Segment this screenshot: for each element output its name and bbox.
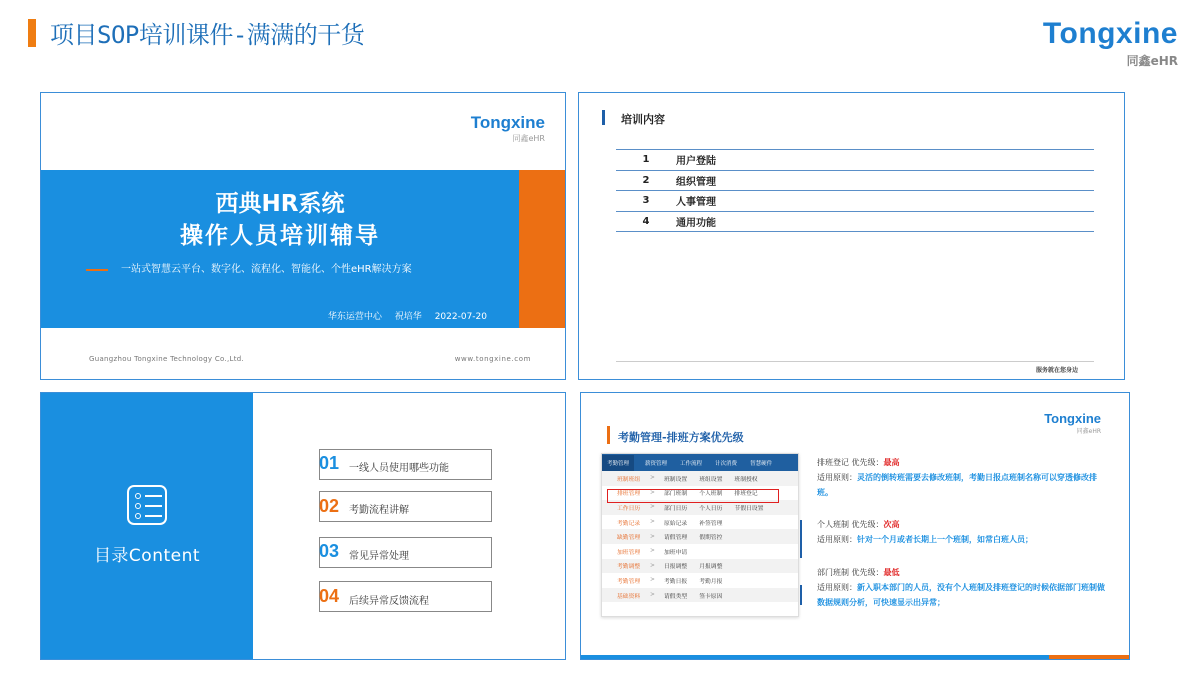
chevron-right-icon: > (650, 504, 655, 511)
schedule-accent-bar (607, 426, 610, 444)
cover-title-line2: 操作人员培训辅导 (180, 223, 380, 249)
menu-tab: 考勤管理 (602, 455, 634, 471)
row-label: 组织管理 (676, 170, 1094, 191)
priority-level: 最高 (883, 458, 900, 467)
cover-subtitle-dash (86, 269, 108, 271)
priority-block-2 (817, 517, 1107, 547)
agenda-item-label: 常见异常处理 (349, 551, 409, 562)
contents-title: 培训内容 (621, 113, 665, 126)
cover-footer-url: www.tongxine.com (454, 355, 531, 363)
slide-logo-sub: 同鑫eHR (512, 134, 545, 143)
menu-row-key: 工作日历 (617, 505, 641, 512)
chevron-right-icon: > (650, 548, 655, 555)
menu-row (602, 559, 798, 574)
menu-cell: 节假日设置 (734, 505, 764, 512)
row-number: 3 (616, 191, 676, 212)
agenda-label: 目录Content (93, 546, 201, 566)
contents-footer: 服务就在您身边 (1035, 367, 1078, 374)
agenda-item-label: 一线人员使用哪些功能 (349, 463, 449, 474)
menu-cell: 考勤月报 (699, 578, 723, 585)
menu-cell: 考勤日报 (664, 578, 688, 585)
menu-row-key: 班制班组 (617, 476, 641, 483)
highlight-box (607, 489, 779, 503)
menu-cell: 请假管理 (664, 535, 688, 542)
cover-dept: 华东运营中心 (327, 312, 382, 322)
menu-cell: 排班登记 (734, 491, 758, 498)
slide-cover[interactable] (40, 92, 566, 380)
rule-text: 灵活的倒转班需要去修改班制，考勤日报点班制名称可以穿透修改排班。 (817, 473, 1097, 497)
agenda-item-number: 03 (319, 541, 340, 561)
menu-cell: 个人日历 (699, 505, 723, 512)
menu-cell: 请假类型 (664, 593, 688, 600)
cover-orange-block (519, 170, 566, 328)
menu-cell: 部门班制 (664, 491, 688, 498)
brand-name: Tongxine (1042, 17, 1178, 50)
menu-row-key: 加班管理 (617, 549, 641, 556)
menu-side-bar (800, 585, 802, 605)
menu-row (602, 588, 798, 603)
menu-side-bar (800, 520, 802, 558)
menu-row (602, 471, 798, 486)
cover-date: 2022-07-20 (434, 312, 487, 322)
cover-footer-company: Guangzhou Tongxine Technology Co.,Ltd. (89, 355, 245, 363)
menu-cell: 原始记录 (664, 520, 688, 527)
priority-heading: 个人班制 优先级： (817, 520, 884, 529)
menu-row (602, 529, 798, 544)
chevron-right-icon: > (650, 592, 655, 599)
menu-row-key: 缺勤管理 (617, 535, 641, 542)
menu-row (602, 573, 798, 588)
row-number: 1 (616, 150, 676, 171)
menu-tab-bar (602, 454, 798, 471)
priority-level: 次高 (883, 520, 900, 529)
list-icon (127, 485, 167, 525)
menu-cell: 日报调整 (664, 564, 688, 571)
cover-subtitle: 一站式智慧云平台、数字化、流程化、智能化、个性eHR解决方案 (121, 264, 412, 275)
menu-row (602, 544, 798, 559)
priority-level: 最低 (883, 568, 900, 577)
agenda-item-label: 后续异常反馈流程 (349, 596, 429, 607)
row-number: 2 (616, 170, 676, 191)
menu-tab: 计次消费 (715, 460, 738, 467)
menu-cell: 班制设置 (664, 476, 688, 483)
agenda-item-number: 04 (319, 586, 340, 606)
title-accent-bar (28, 19, 36, 47)
footer-orange-strip (1049, 655, 1130, 660)
chevron-right-icon: > (650, 489, 655, 496)
menu-row-key: 基础资料 (617, 593, 641, 600)
rule-label: 适用原则： (817, 473, 857, 482)
menu-tab: 薪资管理 (645, 460, 668, 467)
footer-blue-strip (581, 655, 1130, 660)
attendance-menu-screenshot (601, 453, 799, 617)
agenda-item-number: 02 (319, 496, 340, 516)
menu-row-key: 排班管理 (617, 491, 641, 498)
agenda-item-label: 考勤流程讲解 (349, 505, 409, 516)
row-label: 通用功能 (676, 211, 1094, 232)
table-row (616, 191, 1094, 212)
page-title: 项目SOP培训课件-满满的干货 (50, 21, 365, 49)
cover-title-line1: 西典HR系统 (215, 191, 345, 217)
slide-logo-sub: 同鑫eHR (1076, 428, 1101, 435)
rule-label: 适用原则： (817, 535, 857, 544)
slide-agenda[interactable] (40, 392, 566, 660)
contents-footer-divider (616, 361, 1094, 362)
contents-accent-bar (602, 110, 605, 125)
priority-block-1 (817, 455, 1107, 500)
priority-heading: 排班登记 优先级： (817, 458, 884, 467)
menu-cell: 班组设置 (699, 476, 723, 483)
slide-training-contents[interactable] (578, 92, 1125, 380)
chevron-right-icon: > (650, 475, 655, 482)
rule-text: 针对一个月或者长期上一个班制，如常白班人员； (857, 535, 1033, 544)
chevron-right-icon: > (650, 533, 655, 540)
table-row (616, 170, 1094, 191)
menu-cell: 个人班制 (699, 491, 723, 498)
slide-logo-name: Tongxine (1044, 411, 1101, 426)
menu-tab: 智慧硬件 (750, 460, 773, 467)
table-row (616, 211, 1094, 232)
menu-cell: 加班申请 (664, 549, 688, 556)
menu-cell: 月报调整 (699, 564, 723, 571)
menu-row (602, 515, 798, 530)
cover-presenter: 祝培华 (394, 312, 422, 322)
slide-logo (471, 113, 545, 144)
menu-cell: 补签管理 (699, 520, 723, 527)
schedule-title: 考勤管理-排班方案优先级 (618, 431, 744, 444)
contents-table (616, 149, 1094, 232)
rule-text: 新入职本部门的人员，没有个人班制及排班登记的时候依据部门班制做数据规则分析，可快速显示出异常； (817, 583, 1105, 607)
menu-row-key: 考勤记录 (617, 520, 641, 527)
agenda-blue-panel (41, 393, 253, 660)
menu-row-key: 考勤调整 (617, 564, 641, 571)
chevron-right-icon: > (650, 519, 655, 526)
cover-meta (318, 309, 487, 322)
row-label: 人事管理 (676, 191, 1094, 212)
menu-cell: 部门日历 (664, 505, 688, 512)
priority-heading: 部门班制 优先级： (817, 568, 884, 577)
chevron-right-icon: > (650, 562, 655, 569)
menu-cell: 班制授权 (734, 476, 758, 483)
brand-logo (1043, 18, 1178, 69)
menu-cell: 假期管控 (699, 535, 723, 542)
chevron-right-icon: > (650, 577, 655, 584)
slide-schedule-priority[interactable] (580, 392, 1130, 660)
menu-tab: 工作流程 (680, 460, 703, 467)
row-number: 4 (616, 211, 676, 232)
table-row (616, 150, 1094, 171)
agenda-item-number: 01 (319, 453, 340, 473)
priority-block-3 (817, 565, 1107, 610)
rule-label: 适用原则： (817, 583, 857, 592)
brand-sub: 同鑫eHR (1126, 54, 1178, 68)
menu-row-key: 考勤管理 (617, 578, 641, 585)
menu-cell: 签卡原因 (699, 593, 723, 600)
slide-logo-name: Tongxine (470, 113, 545, 132)
slide-logo (1044, 411, 1101, 435)
row-label: 用户登陆 (676, 150, 1094, 171)
